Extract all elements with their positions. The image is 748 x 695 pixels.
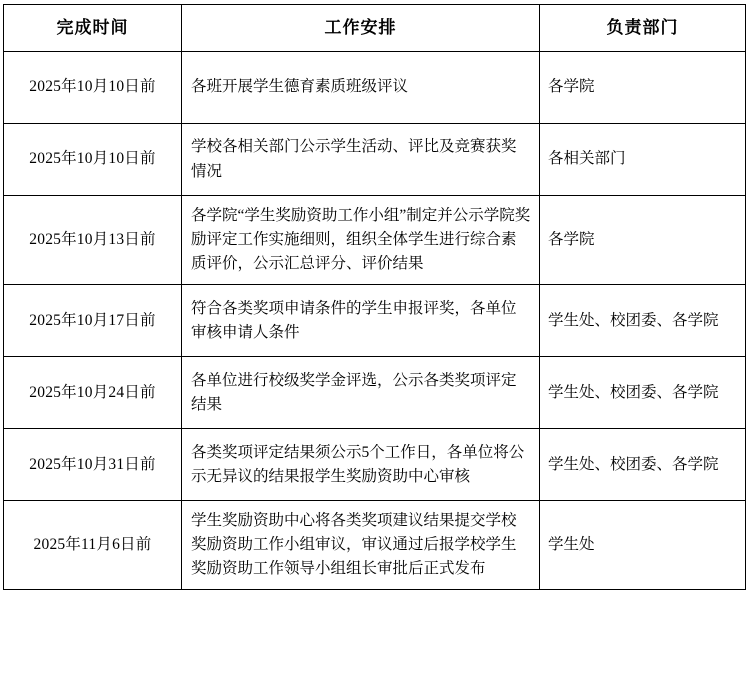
column-header-time: 完成时间 bbox=[4, 5, 182, 52]
cell-time: 2025年10月10日前 bbox=[4, 52, 182, 124]
cell-task: 符合各类奖项申请条件的学生申报评奖，各单位审核申请人条件 bbox=[182, 285, 540, 357]
cell-dept: 学生处、校团委、各学院 bbox=[540, 285, 746, 357]
cell-task: 学校各相关部门公示学生活动、评比及竞赛获奖情况 bbox=[182, 124, 540, 196]
cell-time: 2025年10月10日前 bbox=[4, 124, 182, 196]
cell-task: 各班开展学生德育素质班级评议 bbox=[182, 52, 540, 124]
table-row bbox=[4, 124, 746, 196]
table-header bbox=[4, 5, 746, 52]
cell-task: 学生奖励资助中心将各类奖项建议结果提交学校奖励资助工作小组审议，审议通过后报学校学生奖励资助工作领导小组组长审批后正式发布 bbox=[182, 501, 540, 590]
table-row bbox=[4, 285, 746, 357]
cell-time: 2025年10月13日前 bbox=[4, 196, 182, 285]
cell-dept: 各相关部门 bbox=[540, 124, 746, 196]
cell-task: 各单位进行校级奖学金评选，公示各类奖项评定结果 bbox=[182, 357, 540, 429]
cell-dept: 各学院 bbox=[540, 52, 746, 124]
cell-time: 2025年10月17日前 bbox=[4, 285, 182, 357]
table-row bbox=[4, 429, 746, 501]
schedule-table bbox=[3, 4, 746, 590]
cell-dept: 各学院 bbox=[540, 196, 746, 285]
column-header-dept: 负责部门 bbox=[540, 5, 746, 52]
cell-time: 2025年11月6日前 bbox=[4, 501, 182, 590]
cell-dept: 学生处、校团委、各学院 bbox=[540, 429, 746, 501]
cell-dept: 学生处 bbox=[540, 501, 746, 590]
table-row bbox=[4, 52, 746, 124]
table-row bbox=[4, 501, 746, 590]
table-row bbox=[4, 196, 746, 285]
cell-time: 2025年10月31日前 bbox=[4, 429, 182, 501]
cell-task: 各类奖项评定结果须公示5个工作日，各单位将公示无异议的结果报学生奖励资助中心审核 bbox=[182, 429, 540, 501]
table-body bbox=[4, 52, 746, 590]
column-header-task: 工作安排 bbox=[182, 5, 540, 52]
cell-dept: 学生处、校团委、各学院 bbox=[540, 357, 746, 429]
cell-task: 各学院“学生奖励资助工作小组”制定并公示学院奖励评定工作实施细则，组织全体学生进行综合素质评价，公示汇总评分、评价结果 bbox=[182, 196, 540, 285]
table-header-row bbox=[4, 5, 746, 52]
cell-time: 2025年10月24日前 bbox=[4, 357, 182, 429]
table-row bbox=[4, 357, 746, 429]
